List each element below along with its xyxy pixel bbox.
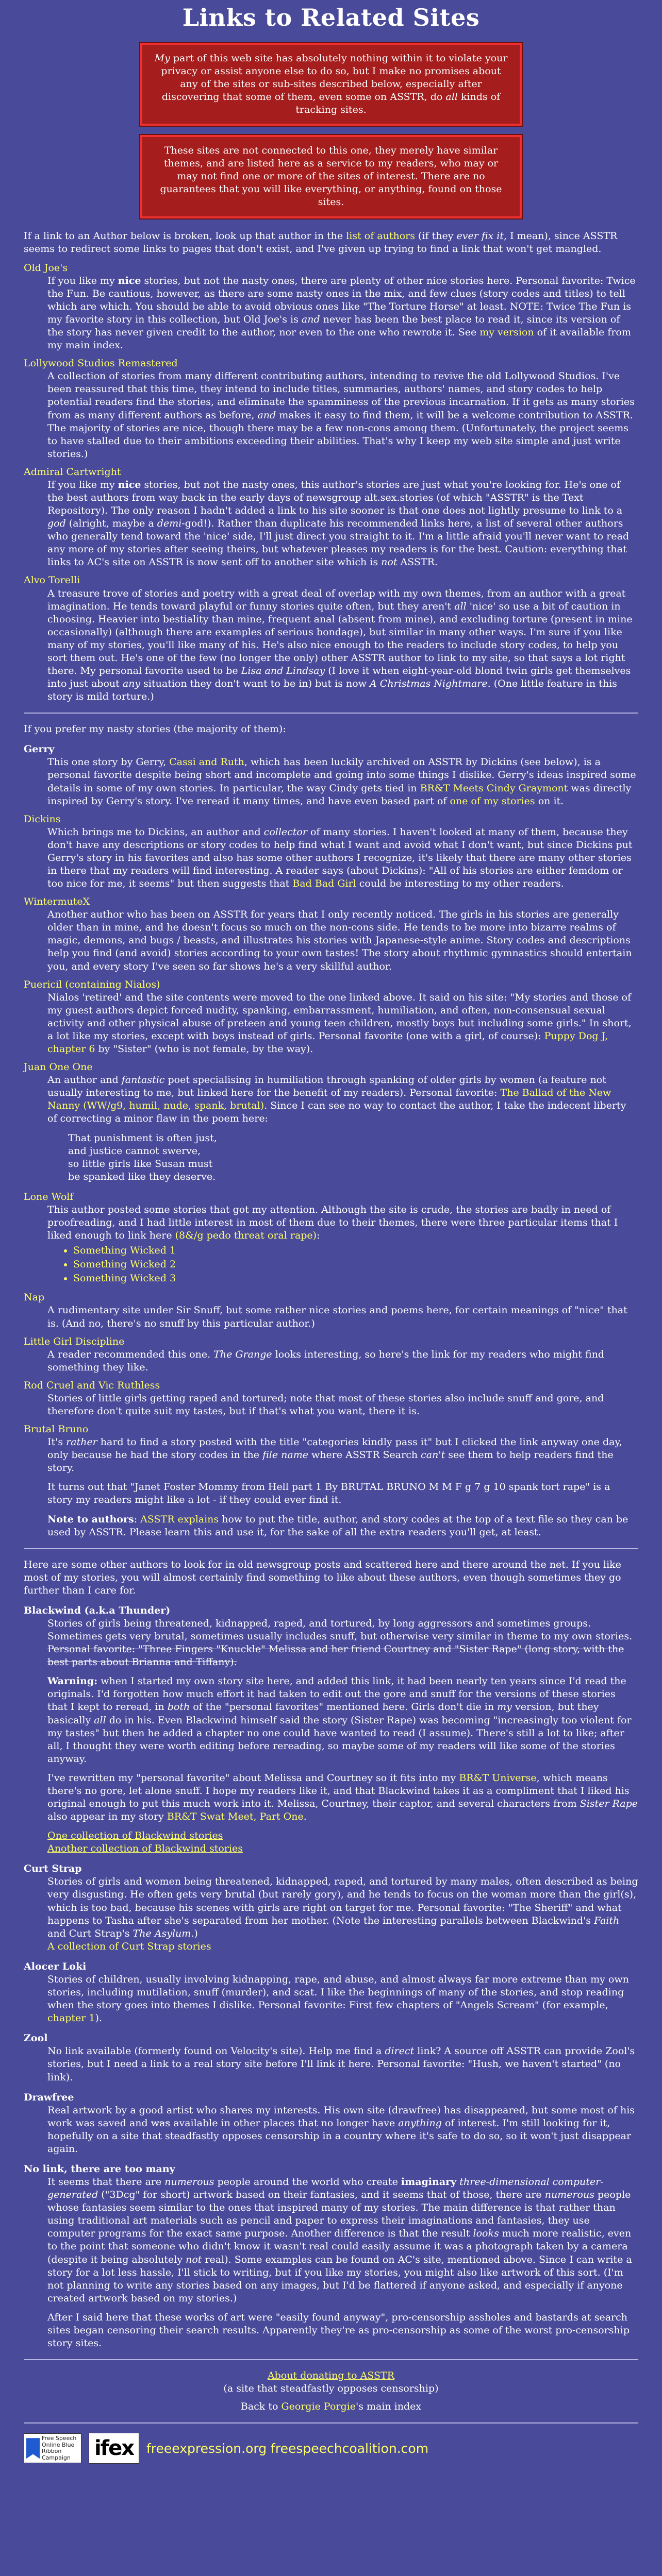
my-version-link[interactable]: my version <box>479 327 534 338</box>
nasty-intro: If you prefer my nasty stories (the majority of them): <box>24 723 286 735</box>
blackwind-collection-2-link[interactable]: Another collection of Blackwind stories <box>47 1843 243 1855</box>
divider <box>24 2422 638 2424</box>
lollywood-description: A collection of stories from many different contributing authors, intending to revive the old Lollywood Studios. I've been reassured that this time, they intend to include titles, summaries, authors' names, and story codes to help potential readers find the stories, and eliminate the spamminess of the previous incarnation. If it gets as many stories from as many different authors as before, and makes it easy to find them, it will be a welcome contribution to ASSTR. The majority of stories are nice, though there may be a few non-cons among them. (Unfortunately, the project seems to have stalled due to their ambitions exceeding their abilities. That's why I keep my web site simple and just write stories.) <box>47 370 635 460</box>
curt-strap-description: Stories of girls and women being threatened, kidnapped, raped, and tortured by many males, often described as being very disgusting. He often gets very brutal (but rarely gory), and he tends to focus on the woman more than the girl(s), which is too bad, because his scenes with girls are right on target for me. Personal favorite: "The Sheriff" and what happens to Tasha after she's separated from her mother. (Note the interesting parallels between Blackwind's Faith and Curt Strap's The Asylum.) A collection of Curt Strap stories <box>47 1876 638 1952</box>
brt-universe-link[interactable]: BR&T Universe <box>459 1772 537 1784</box>
donate-link[interactable]: About donating to ASSTR <box>267 2370 395 2382</box>
cassi-and-ruth-link[interactable]: Cassi and Ruth <box>169 756 244 768</box>
something-wicked-2-link[interactable]: Something Wicked 2 <box>73 1259 176 1270</box>
curt-strap-collection-link[interactable]: A collection of Curt Strap stories <box>47 1940 211 1952</box>
notice-text: part of this web site has absolutely nothing within it to violate your privacy or assist anyone else to do so, but I make no promises about any of the sites or sub-sites described below, especially after discovering that some of them, even some on ASSTR, do <box>161 52 508 103</box>
footer-bar <box>24 2433 638 2464</box>
entry-blackwind <box>24 1604 638 1855</box>
list-item <box>73 1244 638 1257</box>
lone-wolf-description: This author posted some stories that got my attention. Although the site is crude, the stories are badly in need of proofreading, and I had little interest in most of them due to their themes, there were three particular items that I liked enough to link here (8&/g pedo threat oral rape): <box>47 1204 618 1242</box>
dickins-description: Which brings me to Dickins, an author and collector of many stories. I haven't looked at many of them, because they don't have any descriptions or story codes to help find what I want and avoid what I don't want, but since Dickins put Gerry's story in his favorites and also has some other authors I recognize, it's likely that there are many other stories in there that my readers will find interesting. A reader says (about Dickins): "All of his stories are either femdom or too nice for me, it seems" but then suggests that Bad Bad Girl could be interesting to my other readers. <box>47 826 633 890</box>
back-link-section: Back to Georgie Porgie's main index <box>240 2401 422 2413</box>
list-item <box>73 1272 638 1285</box>
entry-no-link <box>24 2163 638 2350</box>
wintermutex-description: Another author who has been on ASSTR for years that I only recently noticed. The girls in his stories are generally older than in mine, and he doesn't focus so much on the non-cons side. He tends to be more into bizarre realms of magic, demons, and bugs / beasts, and illustrates his stories with Japanese-style anime. Story codes and descriptions help you find (and avoid) stories according to your own tastes! The story about rhythmic gymnastics should entertain you, and every story I've seen so far shows he's a very skillful author. <box>47 909 632 972</box>
list-of-authors-link[interactable]: list of authors <box>346 230 415 242</box>
something-wicked-list <box>73 1244 638 1285</box>
lone-wolf-link[interactable]: Lone Wolf <box>24 1191 74 1202</box>
rod-cruel-description: Stories of little girls getting raped and tortured; note that most of these stories also include snuff and gore, and therefore don't quite suit my tastes, but if that's what you want, there it is. <box>47 1392 604 1417</box>
puericil-description: Nialos 'retired' and the site contents were moved to the one linked above. It said on his site: "My stories and those of my guest authors depict forced nudity, spanking, embarrassment, humiliation, and often, non-consensual sexual activity and other physical abuse of preteen and young teen children, mostly boys but including some girls." In short, a lot like my stories, except with boys instead of girls. Personal favorite (one with a girl, of course): Puppy Dog J, chapter 6 by "Sister" (who is not female, by the way). <box>47 991 632 1055</box>
something-wicked-3-link[interactable]: Something Wicked 3 <box>73 1273 176 1284</box>
no-link-description: It seems that there are numerous people around the world who create imaginary three-dimensional computer-generated ("3Dcg" for short) artwork based on their fantasies, and it seems that of those, there are numerous people whose fantasies seem similar to the ones that inspired many of my stories. The main difference is that rather than using traditional art materials such as pencil and paper to express their imaginations and fantasies, they use computer programs for the exact same purpose. Another difference is that the result looks much more realistic, even to the point that someone who didn't know it wasn't real could easily assume it was a photograph taken by a camera (despite it being absolutely not real). Some examples can be found on AC's site, mentioned above. Since I can write a story for a lot less hassle, I'll stick to writing, but if you like my stories, you might also like artwork of this sort. (I'm not planning to write any stories based on any images, but I'd be flattered if anyone asked, and especially if anyone created artwork based on my stories.) After I said here that these works of art were "easily found anyway", pro-censorship assholes and bastards at search sites began censoring their search results. Apparently they're as pro-censorship as some of the worst pro-censorship story sites. <box>47 2176 632 2349</box>
lone-wolf-codes-link[interactable]: (8&/g pedo threat oral rape) <box>175 1230 317 1242</box>
notice-emphasis: My <box>154 52 170 64</box>
admiral-cartwright-link[interactable]: Admiral Cartwright <box>24 466 121 478</box>
entry-alvo-torelli <box>24 574 638 703</box>
blue-ribbon-icon <box>26 2438 40 2459</box>
brt-swat-meet-link[interactable]: BR&T Swat Meet, Part One <box>167 1811 304 1823</box>
free-expression-links[interactable]: freeexpression.org freespeechcoalition.com <box>146 2441 429 2456</box>
divider <box>24 1548 638 1549</box>
zool-description: No link available (formerly found on Velocity's site). Help me find a direct link? A source off ASSTR can provide Zool's stories, but I need a link to a real story site before I'll link it here. Personal favorite: "Hush, we haven't started" (no link). <box>47 2045 635 2083</box>
nap-description: A rudimentary site under Sir Snuff, but some rather nice stories and poems here, for certain meanings of "nice" that is. (And no, there's no snuff by this particular author.) <box>47 1304 627 1329</box>
little-girl-discipline-description: A reader recommended this one. The Grange looks interesting, so here's the link for my readers who might find something they like. <box>47 1348 605 1373</box>
entry-drawfree <box>24 2091 638 2156</box>
donate-section <box>24 2369 638 2395</box>
blue-ribbon-badge[interactable]: Free Speech Online Blue Ribbon Campaign <box>24 2433 81 2463</box>
alocer-loki-title: Alocer Loki <box>24 1960 87 1972</box>
entry-old-joes <box>24 262 638 352</box>
curt-strap-title: Curt Strap <box>24 1863 82 1875</box>
alocer-loki-description: Stories of children, usually involving kidnapping, rape, and abuse, and almost always far more extreme than my own stories, including mutilation, snuff (murder), and scat. I like the beginnings of many of the stories, and stop reading when the story goes into themes I dislike. Personal favorite: First few chapters of "Angels Scream" (for example, chapter 1). <box>47 1973 629 2024</box>
entry-lone-wolf <box>24 1191 638 1285</box>
entry-wintermutex <box>24 895 638 973</box>
entry-little-girl-discipline <box>24 1335 638 1374</box>
entry-alocer-loki <box>24 1960 638 2025</box>
was-link: was <box>151 2117 171 2129</box>
divider <box>24 713 638 714</box>
disclaimer-notice: These sites are not connected to this one, they merely have similar themes, and are listed here as a service to my readers, who may or may not find one or more of the sites of interest. There are no guarantees that you will like everything, or anything, found on those sites. <box>140 135 522 218</box>
nap-link[interactable]: Nap <box>24 1292 45 1303</box>
drawfree-description: Real artwork by a good artist who shares my interests. His own site (drawfree) has disappeared, but some most of his work was saved and was available in other places that no longer have anything of interest. I'm still looking for it, hopefully on a site that steadfastly opposes censorship in a country where it's safe to do so, so it won't just disappear again. <box>47 2104 635 2155</box>
entry-juan-one-one <box>24 1061 638 1183</box>
entry-admiral-cartwright <box>24 466 638 569</box>
blackwind-title: Blackwind (a.k.a Thunder) <box>24 1604 171 1616</box>
donate-subtext: (a site that steadfastly opposes censorship) <box>223 2383 439 2395</box>
poem-quote: That punishment is often just, and justice cannot swerve, so little girls like Susan must be spanked like they deserve. <box>68 1132 217 1182</box>
dickins-link[interactable]: Dickins <box>24 813 61 825</box>
notice-emphasis: all <box>445 91 458 103</box>
one-of-my-stories-link[interactable]: one of my stories <box>450 795 535 807</box>
something-wicked-1-link[interactable]: Something Wicked 1 <box>73 1245 176 1257</box>
asstr-explains-link[interactable]: ASSTR explains <box>140 1513 219 1525</box>
rod-cruel-link[interactable]: Rod Cruel and Vic Ruthless <box>24 1379 160 1391</box>
ballad-new-nanny-link[interactable]: The Ballad of the New Nanny <box>47 1087 611 1112</box>
brutal-bruno-description: It's rather hard to find a story posted with the title "categories kindly pass it" but I clicked the link anyway one day, only because he had the story codes in the file name where ASSTR Search can't see them to help readers find the story. It turns out that "Janet Foster Mommy from Hell part 1 By BRUTAL BRUNO M M F g 7 g 10 spank tort rape" is a story my readers might like a lot - if they could ever find it. Note to authors: ASSTR explains how to put the title, author, and story codes at the top of a text file so they can be used by ASSTR. Please learn this and use it, for the sake of all the extra readers you'll get, at least. <box>47 1436 628 1538</box>
angels-scream-chapter-1-link[interactable]: chapter 1 <box>47 2012 95 2024</box>
brt-meets-cindy-link[interactable]: BR&T Meets Cindy Graymont <box>420 782 568 794</box>
old-joes-link[interactable]: Old Joe's <box>24 262 68 274</box>
entry-brutal-bruno <box>24 1423 638 1539</box>
little-girl-discipline-link[interactable]: Little Girl Discipline <box>24 1335 125 1347</box>
old-joes-description: If you like my nice stories, but not the nasty ones, there are plenty of other nice stories here. Personal favorite: Twice the Fun. Be cautious, however, as there are some nasty ones in the mix, and few clues (story codes and titles) to tell which are which. You should be able to avoid obvious ones like "The Torture Horse" at least. NOTE: Twice The Fun is my favorite story in this collection, but Old Joe's is and never has been the best place to read it, since its version of the story has never given credit to the author, nor even to the one who rewrote it. See my version of it available from my main index. <box>47 275 636 351</box>
admiral-cartwright-description: If you like my nice stories, but not the nasty ones, this author's stories are just what you're looking for. He's one of the best authors from way back in the early days of newsgroup alt.sex.stories (of which "ASSTR" is the Text Repository). The only reason I hadn't added a link to his site sooner is that one does not lightly presume to link to a god (alright, maybe a demi-god!). Rather than duplicate his recommended links here, a list of several other authors who generally tend toward the 'nice' side, I'll just direct you straight to it. I'm a little afraid you'll never want to read any more of my stories after seeing theirs, but whatever pleases my readers is for the best. Caution: everything that links to AC's site on ASSTR is now sent off to another site which is not ASSTR. <box>47 479 630 568</box>
entry-nap <box>24 1291 638 1330</box>
entry-puericil <box>24 978 638 1056</box>
list-item <box>73 1258 638 1271</box>
alvo-torelli-description: A treasure trove of stories and poetry with a great deal of overlap with my own themes, from an author with a great imagination. He tends toward playful or funny stories quite often, but they aren't all 'nice' so use a bit of caution in choosing. Heavier into bestiality than mine, frequent anal (absent from mine), and excluding torture (present in mine occasionally) (although there are examples of serious bondage), but similar in many other ways. I'm sure if you like many of my stories, you'll like many of his. He's also nice enough to the readers to include story codes, to help you sort them out. He's one of the few (no longer the only) other ASSTR author to link to my site, so that says a lot right there. My personal favorite used to be Lisa and Lindsay (I love it when eight-year-old blond twin girls get themselves into just about any situation they don't want to be in) but is now A Christmas Nightmare. (One little feature in this story is mild torture.) <box>47 587 633 703</box>
other-authors-intro: Here are some other authors to look for in old newsgroup posts and scattered here and there around the net. If you like most of my stories, you will almost certainly find something to like about these authors, even though sometimes they go further than I care for. <box>24 1558 621 1596</box>
entry-rod-cruel <box>24 1379 638 1418</box>
juan-one-one-link[interactable]: Juan One One <box>24 1061 93 1073</box>
ifex-badge[interactable]: ifex <box>89 2433 139 2464</box>
page-title: Links to Related Sites <box>182 4 480 31</box>
entry-curt-strap <box>24 1862 638 1953</box>
blackwind-description: Stories of girls being threatened, kidnapped, raped, and tortured, by long aggressors and sometimes groups. Sometimes gets very brutal, sometimes usually includes snuff, but otherwise very similar in theme to my own stories. Personal favorite: "Three Fingers "Knuckle" Melissa and her friend Courtney and "Sister Rape" (long story, with the best parts about Brianna and Tiffany). Warning: when I started my own story site here, and added this link, it had been nearly ten years since I'd read the originals. I'd forgotten how much effort it had taken to edit out the gore and snuff for the versions of these stories that I kept to reread, in both of the "personal favorites" mentioned here. Girls don't die in my version, but they basically all do in his. Even Blackwind himself said the story (Sister Rape) was becoming "increasingly too violent for my tastes" but then he added a chapter no one could have wanted to read (I assume). There's still a lot to like; after all, I thought they were worth editing before rereading, so maybe some of my readers will like some of the stories anyway. I've rewritten my "personal favorite" about Melissa and Courtney so it fits into my BR&T Universe, which means there's no gore, let alone snuff. I hope my readers like it, and that Blackwind takes it as a compliment that I liked his original enough to put this much work into it. Melissa, Courtney, their captor, and several characters from Sister Rape also appear in my story BR&T Swat Meet, Part One. One collection of Blackwind stories Another collection of Blackwind stories <box>47 1618 638 1855</box>
privacy-notice <box>140 43 522 126</box>
entry-dickins <box>24 813 638 890</box>
puericil-link[interactable]: Puericil (containing Nialos) <box>24 978 160 990</box>
alvo-torelli-link[interactable]: Alvo Torelli <box>24 574 80 586</box>
puppy-dog-j-link[interactable]: Puppy Dog J, chapter 6 <box>47 1030 608 1055</box>
ballad-codes-link[interactable]: (WW/g9, humil, nude, spank, brutal) <box>83 1100 264 1112</box>
brutal-bruno-link[interactable]: Brutal Bruno <box>24 1423 89 1435</box>
wintermutex-link[interactable]: WintermuteX <box>24 896 90 908</box>
gerry-title: Gerry <box>24 743 55 755</box>
entry-lollywood <box>24 357 638 461</box>
lollywood-link[interactable]: Lollywood Studios Remastered <box>24 358 178 369</box>
juan-one-one-description: An author and fantastic poet specialising in humiliation through spanking of older girls by women (a feature not usually interesting to me, but linked here for the benefit of my readers). Personal favorite: The Ballad of the New Nanny (WW/g9, humil, nude, spank, brutal). Since I can see no way to contact the author, I take the indecent liberty of correcting a minor flaw in the poem here: <box>47 1074 626 1125</box>
notice-text: kinds of tracking sites. <box>295 91 501 116</box>
zool-title: Zool <box>24 2032 48 2044</box>
entry-zool <box>24 2032 638 2083</box>
gerry-description: This one story by Gerry, Cassi and Ruth, which has been luckily archived on ASSTR by Dickins (see below), is a personal favorite despite being short and incomplete and going into some things I dislike. Gerry's ideas inspired some details in some of my own stories. In particular, the way Cindy gets tied in BR&T Meets Cindy Graymont was directly inspired by Gerry's story. I've reread it many times, and have even based part of one of my stories on it. <box>47 756 636 807</box>
entry-gerry <box>24 743 638 807</box>
divider <box>24 2359 638 2360</box>
bad-bad-girl-link[interactable]: Bad Bad Girl <box>292 878 356 890</box>
blackwind-collection-1-link[interactable]: One collection of Blackwind stories <box>47 1830 223 1842</box>
georgie-porgie-link[interactable]: Georgie Porgie <box>281 2401 356 2413</box>
no-link-title: No link, there are too many <box>24 2163 175 2175</box>
page-wrapper <box>0 2 662 2484</box>
drawfree-title: Drawfree <box>24 2091 74 2103</box>
intro-paragraph: If a link to an Author below is broken, look up that author in the list of authors (if they ever fix it, I mean), since ASSTR seems to redirect some links to pages that don't exist, and I've given up trying to find a link that won't get mangled. <box>24 230 618 255</box>
